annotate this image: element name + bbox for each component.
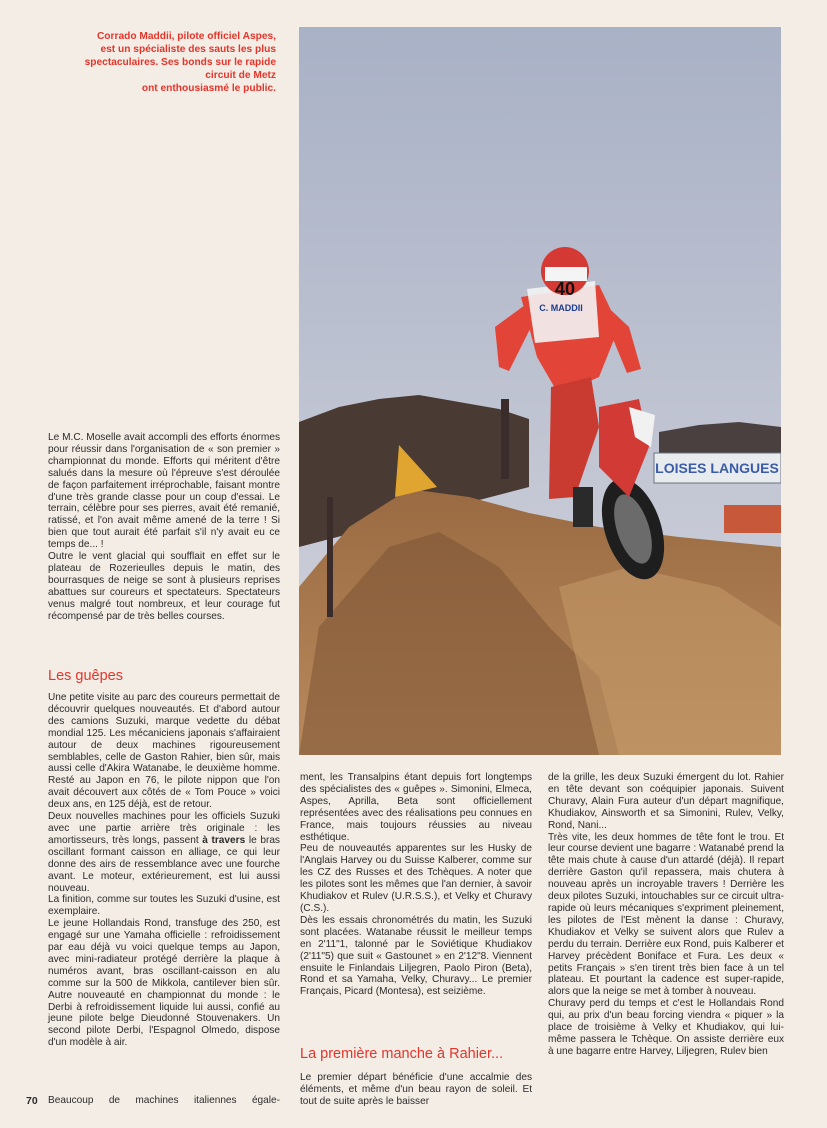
photo-caption <box>40 30 276 95</box>
paragraph: Le jeune Hollandais Rond, transfuge des 250, est engagé sur une Yamaha officielle : refroidissement par eau déjà vu voici quelque temps au Japon, avec mini-radiateur protégé derrière la plaque à numéros avant, bras oscillant-caisson en alu comme sur la 500 de Mikkola, cantilever bien sûr. Autre nouveauté en championnat du monde : le Derbi à refroidissement liquide lui aussi, confié au jeune pilote belge Dieudonné Stouvenakers. Un second pilote Derbi, l'Espagnol Olmedo, dispose d'un modèle à air. <box>48 918 280 1049</box>
paragraph: Le premier départ bénéficie d'une accalmie des éléments, et même d'un beau rayon de soleil. Et tout de suite après le baisser <box>300 1072 532 1107</box>
paragraph: Une petite visite au parc des coureurs permettait de découvrir quelques nouveautés. Et d'abord autour des camions Suzuki, marque vedette du débat mondial 125. Les mécaniciens japonais s'affairaient autour de deux machines rigoureusement semblables, celle de Gaston Rahier, bien sûr, mais aussi celle d'Akira Watanabe, le deuxième homme. Resté au Japon en 76, le pilote nippon que l'on avait découvert aux côtés de « Tom Pouce » voici deux ans, en 125 déjà, est de retour. <box>48 692 280 811</box>
paragraph: Très vite, les deux hommes de tête font le trou. Et leur course devient une bagarre : Watanabé prend la tête mais chute à cause d'un attardé (déjà). Il repart derrière Gaston qu'il repassera, mais chutera à nouveau après un incroyable travers ! Derrière les deux pilotes Suzuki, intouchables sur ce circuit ultra-rapide où leurs mécaniques s'expriment pleinement, les pilotes de l'Est mènent la danse : Churavy, Khudiakov et Velky se suivent alors que Rulev a perdu du terrain. Derrière eux Rond, puis Kalberer et Harvey précèdent Boniface et Fura. Les deux « petits Français » s'en tirent très bien face à un tel plateau. Et pourtant la cadence est super-rapide, alors que la neige se met à tomber à nouveau. <box>548 831 784 998</box>
caption-line: est un spécialiste des sauts les plus <box>100 44 276 55</box>
paragraph: Churavy perd du temps et c'est le Hollandais Rond qui, au prix d'un beau forcing viendra « piquer » la place de troisième à Velky et Khudiakov, qui lui-même passera le Tchèque. On assiste derrière eux à une bagarre entre Harvey, Liljegren, Rulev bien <box>548 998 784 1057</box>
column-two <box>300 772 532 998</box>
paragraph: ment, les Transalpins étant depuis fort longtemps des spécialistes des « guêpes ». Simonini, Elmeca, Aspes, Aprilla, Beta sont officiellement représentées avec des réalisations peu connues en France, mais toujours réussies au niveau esthétique. <box>300 772 532 843</box>
bold-text: à travers <box>202 834 246 846</box>
caption-line: circuit de Metz <box>205 70 276 81</box>
jersey-text: C. MADDII <box>539 303 583 313</box>
caption-line: spectaculaires. Ses bonds sur le rapide <box>84 57 276 68</box>
text-run: le bras oscillant formant caisson en alliage, ce qui leur donne des airs de ressemblance avec une fourche avant. Le moteur, extérieurement, est lui aussi nouveau. <box>48 834 280 894</box>
paragraph: Le M.C. Moselle avait accompli des efforts énormes pour réussir dans l'organisation de « son premier » championnat du monde. Efforts qui méritent d'être salués dans la mesure où l'épreuve s'est déroulée de façon parfaitement irréprochable, faisant montre d'une très grande classe pour un coup d'essai. Le terrain, célèbre pour ses pierres, avait été remanié, ratissé, et l'on avait même amené de la terre ! Si bien que tout aurait été parfait s'il n'y avait eu ce temps de... ! <box>48 432 280 551</box>
paragraph: de la grille, les deux Suzuki émergent du lot. Rahier en tête devant son coéquipier japonais. Suivent Churavy, Alain Fura auteur d'un départ magnifique, Khudiakov, Ainsworth et sa Simonini, Rulev, Velky, Rond, Nani... <box>548 772 784 831</box>
column-one <box>48 692 280 1049</box>
caption-line: ont enthousiasmé le public. <box>141 83 276 94</box>
section-heading: Les guêpes <box>48 668 123 684</box>
column-three <box>548 772 784 1058</box>
paragraph: La finition, comme sur toutes les Suzuki d'usine, est exemplaire. <box>48 894 280 918</box>
caption-line: Corrado Maddii, pilote officiel Aspes, <box>96 31 276 42</box>
section-heading: La première manche à Rahier... <box>300 1046 504 1062</box>
motocross-photo <box>299 27 781 755</box>
text-run: Deux nouvelles machines pour les officiels Suzuki avec une partie arrière très originale : les amortisseurs, très longs, passent <box>48 811 280 846</box>
article-intro <box>48 432 280 623</box>
paragraph: Beaucoup de machines italiennes égale- <box>48 1095 280 1106</box>
paragraph <box>48 811 280 894</box>
paragraph: Outre le vent glacial qui soufflait en effet sur le plateau de Rozerieulles depuis le matin, des bourrasques de neige se sont à plusieurs reprises abattues sur coureurs et spectateurs. Spectateurs venus malgré tout nombreux, et leur courage fut récompensé par de très belles courses. <box>48 551 280 622</box>
column-two-bottom <box>300 1072 532 1108</box>
paragraph: Peu de nouveautés apparentes sur les Husky de l'Anglais Harvey ou du Suisse Kalberer, comme sur les CZ des Russes et des Tchèques. A noter que les pilotes sont les mêmes que l'an dernier, à savoir Khudiakov et Rulev (U.R.S.S.), et Velky et Churavy (C.S.). <box>300 843 532 914</box>
bib-number: 40 <box>554 279 576 299</box>
paragraph: Dès les essais chronométrés du matin, les Suzuki sont placées. Watanabe réussit le meilleur temps en 2'11"1, talonné par le Soviétique Khudiakov (2'11"5) que suit « Gastounet » en 2'12"8. Viennent ensuite le Finlandais Liljegren, Paolo Piron (Beta), Rond et sa Yamaha, Velky, Churavy... Le premier Français, Picard (Montesa), est seizième. <box>300 914 532 998</box>
banner-text: LOISES LANGUES <box>655 460 779 476</box>
page-number: 70 <box>26 1095 38 1107</box>
